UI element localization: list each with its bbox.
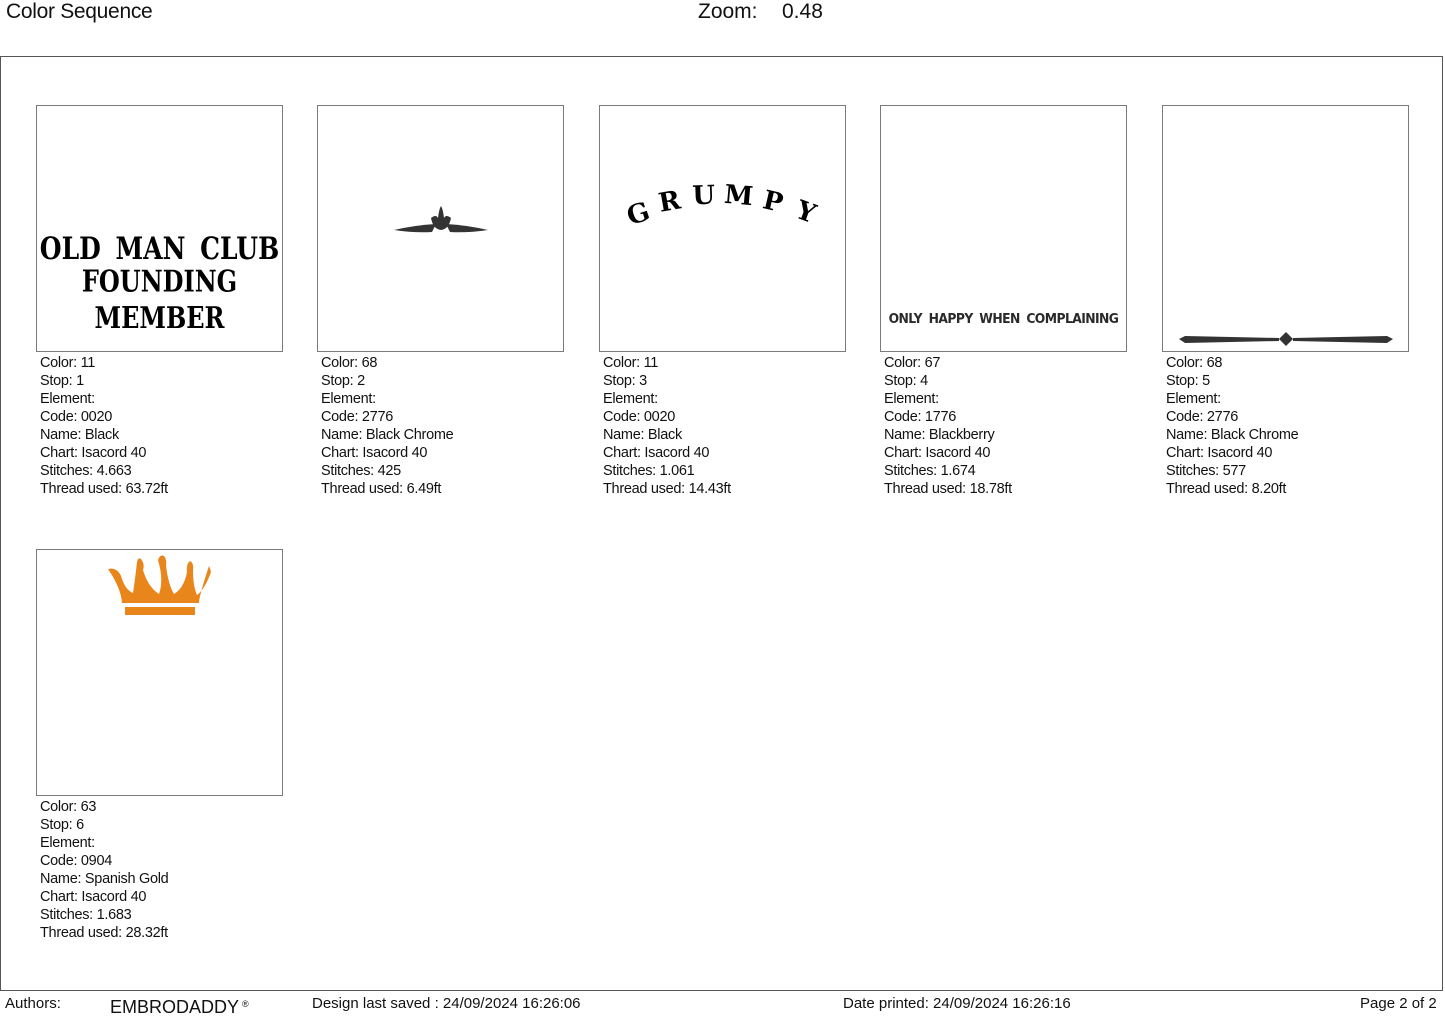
color-stop-card-4 (880, 105, 1127, 498)
design-preview (880, 105, 1127, 352)
stitch-count: Stitches: 425 (321, 463, 401, 479)
color-number: Color: 68 (1166, 355, 1223, 371)
brand-name (110, 997, 249, 1018)
color-number: Color: 11 (40, 355, 96, 371)
design-preview (36, 549, 283, 796)
svg-text:M: M (723, 179, 755, 213)
crown-icon (37, 550, 283, 796)
thread-used: Thread used: 8.20ft (1166, 481, 1287, 497)
design-preview (1162, 105, 1409, 352)
thread-used: Thread used: 6.49ft (321, 481, 442, 497)
thread-code: Code: 0020 (603, 409, 675, 425)
stop-number: Stop: 4 (884, 373, 928, 389)
thread-code: Code: 0020 (40, 409, 112, 425)
thread-name: Name: Spanish Gold (40, 871, 169, 887)
svg-text:G: G (623, 196, 654, 233)
page-footer (0, 993, 1445, 1021)
thread-code: Code: 0904 (40, 853, 112, 869)
stitch-count: Stitches: 577 (1166, 463, 1246, 479)
thread-chart: Chart: Isacord 40 (603, 445, 710, 461)
old-man-club-art: OLD MAN CLUB (39, 230, 280, 267)
element-label: Element: (603, 391, 658, 407)
element-label: Element: (40, 835, 95, 851)
stitch-count: Stitches: 1.061 (603, 463, 695, 479)
thread-code: Code: 2776 (1166, 409, 1238, 425)
thread-name: Name: Blackberry (884, 427, 995, 443)
zoom-label: Zoom: (698, 0, 758, 23)
color-stop-card-3 (599, 105, 846, 498)
stitch-count: Stitches: 1.674 (884, 463, 976, 479)
thread-name: Name: Black (603, 427, 682, 443)
design-last-saved: Design last saved : 24/09/2024 16:26:06 (312, 995, 581, 1012)
registered-mark: ® (242, 999, 249, 1009)
svg-text:P: P (759, 185, 786, 220)
complaining-text-art: ONLY HAPPY WHEN COMPLAINING (888, 312, 1119, 327)
color-stop-card-2 (317, 105, 564, 498)
stop-number: Stop: 3 (603, 373, 647, 389)
thread-chart: Chart: Isacord 40 (40, 445, 147, 461)
thread-chart: Chart: Isacord 40 (321, 445, 428, 461)
element-label: Element: (884, 391, 939, 407)
brand-text: EMBRODADDY (110, 997, 240, 1017)
stop-number: Stop: 6 (40, 817, 84, 833)
lotus-divider-icon (318, 106, 564, 352)
stitch-count: Stitches: 4.663 (40, 463, 132, 479)
color-number: Color: 11 (603, 355, 659, 371)
thread-name: Name: Black (40, 427, 119, 443)
thread-code: Code: 1776 (884, 409, 956, 425)
thread-used: Thread used: 28.32ft (40, 925, 168, 941)
design-preview (317, 105, 564, 352)
thread-name: Name: Black Chrome (1166, 427, 1299, 443)
thread-name: Name: Black Chrome (321, 427, 454, 443)
stop-number: Stop: 1 (40, 373, 84, 389)
page-title: Color Sequence (6, 0, 153, 23)
grumpy-arc-text-art (600, 106, 846, 352)
zoom-value: 0.48 (782, 0, 823, 23)
founding-member-art: FOUNDING MEMBER (81, 262, 238, 336)
svg-text:Y: Y (791, 195, 820, 230)
color-number: Color: 68 (321, 355, 378, 371)
color-number: Color: 63 (40, 799, 97, 815)
color-number: Color: 67 (884, 355, 941, 371)
thread-used: Thread used: 14.43ft (603, 481, 731, 497)
color-stop-card-1 (36, 105, 283, 498)
thread-chart: Chart: Isacord 40 (40, 889, 147, 905)
thread-chart: Chart: Isacord 40 (1166, 445, 1273, 461)
thread-chart: Chart: Isacord 40 (884, 445, 991, 461)
design-preview (599, 105, 846, 352)
thread-code: Code: 2776 (321, 409, 393, 425)
element-label: Element: (321, 391, 376, 407)
design-preview (36, 105, 283, 352)
stitch-count: Stitches: 1.683 (40, 907, 132, 923)
element-label: Element: (40, 391, 95, 407)
svg-text:R: R (656, 185, 683, 219)
date-printed: Date printed: 24/09/2024 16:26:16 (843, 995, 1071, 1012)
thread-used: Thread used: 63.72ft (40, 481, 168, 497)
page-number: Page 2 of 2 (1360, 995, 1437, 1012)
color-stop-card-5 (1162, 105, 1409, 498)
diamond-divider-icon (1163, 106, 1409, 352)
stop-number: Stop: 5 (1166, 373, 1210, 389)
authors-label: Authors: (5, 995, 61, 1012)
element-label: Element: (1166, 391, 1221, 407)
thread-used: Thread used: 18.78ft (884, 481, 1012, 497)
stop-number: Stop: 2 (321, 373, 365, 389)
color-stop-card-6 (36, 549, 283, 942)
svg-text:U: U (691, 180, 716, 212)
